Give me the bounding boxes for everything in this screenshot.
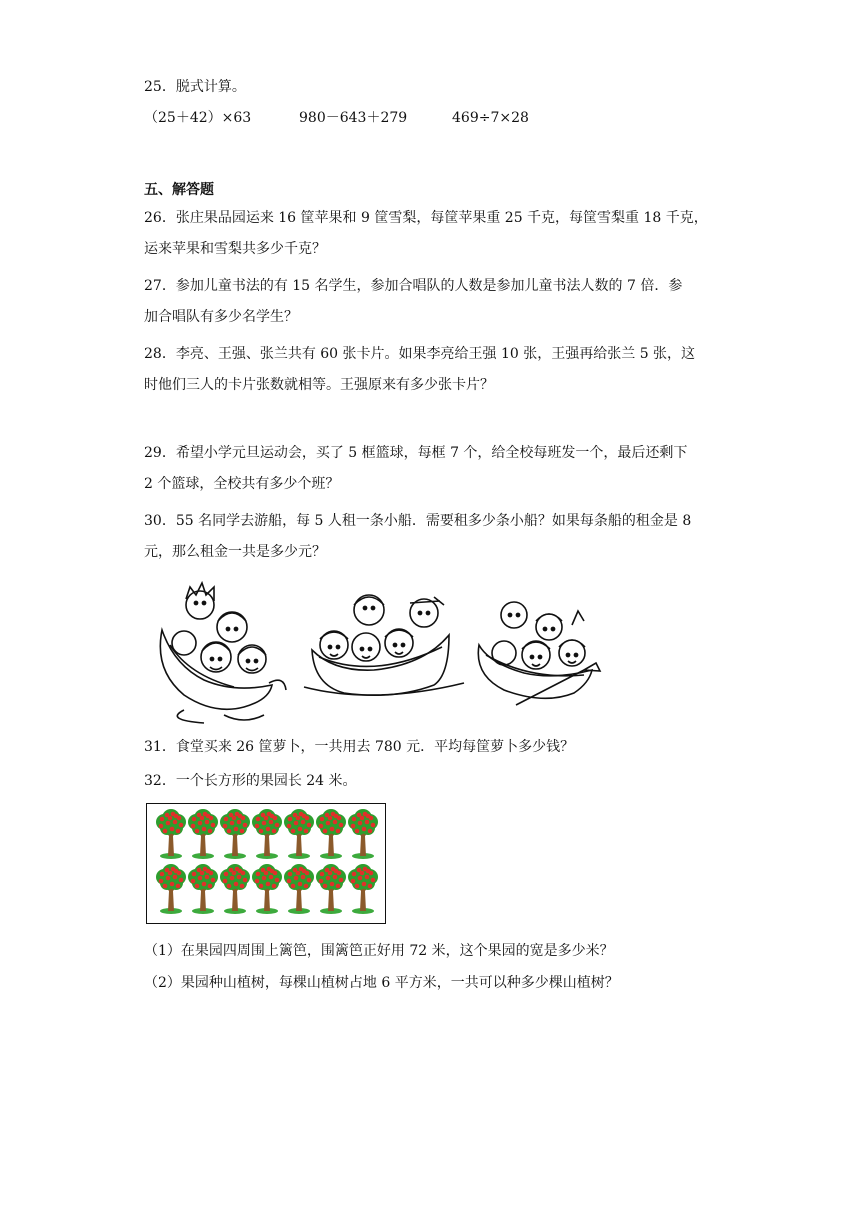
question-27-line-2: 加合唱队有多少名学生？ xyxy=(144,309,298,325)
children-in-boats-illustration xyxy=(144,575,604,725)
question-28-line-2: 时他们三人的卡片张数就相等。王强原来有多少张卡片？ xyxy=(144,377,494,393)
apple-tree-icon xyxy=(188,809,218,859)
question-27-line-1: 27．参加儿童书法的有 15 名学生，参加合唱队的人数是参加儿童书法人数的 7 倍．参 xyxy=(144,278,683,294)
question-26-line-2: 运来苹果和雪梨共多少千克？ xyxy=(144,241,326,257)
question-32-sub-1: （1）在果园四周围上篱笆，围篱笆正好用 72 米，这个果园的宽是多少米？ xyxy=(144,943,614,959)
question-29-line-2: 2 个篮球，全校共有多少个班？ xyxy=(144,476,340,492)
question-30-line-2: 元，那么租金一共是多少元？ xyxy=(144,544,326,560)
question-32-title: 32．一个长方形的果园长 24 米。 xyxy=(144,773,357,789)
orchard-illustration xyxy=(146,803,386,924)
boat-1 xyxy=(160,583,286,723)
apple-tree-icon xyxy=(316,809,346,859)
question-30-line-1: 30．55 名同学去游船，每 5 人租一条小船．需要租多少条小船？如果每条船的租金是 8 xyxy=(144,513,692,529)
question-29-line-1: 29．希望小学元旦运动会，买了 5 框篮球，每框 7 个，给全校每班发一个，最后还剩下 xyxy=(144,445,688,461)
apple-tree-icon xyxy=(284,809,314,859)
apple-tree-icon xyxy=(252,809,282,859)
question-32-sub-2: （2）果园种山植树，每棵山植树占地 6 平方米，一共可以种多少棵山植树？ xyxy=(144,975,619,991)
apple-tree-icon xyxy=(284,864,314,914)
apple-tree-icon xyxy=(252,864,282,914)
expression-2: 980－643＋279 xyxy=(299,110,408,126)
apple-tree-grid-icon xyxy=(147,804,384,922)
apple-tree-icon xyxy=(220,864,250,914)
apple-tree-icon xyxy=(220,809,250,859)
question-31: 31．食堂买来 26 筐萝卜，一共用去 780 元．平均每筐萝卜多少钱？ xyxy=(144,739,575,755)
section-heading: 五、解答题 xyxy=(144,182,214,198)
apple-tree-icon xyxy=(316,864,346,914)
boat-3 xyxy=(478,602,600,705)
question-28-line-1: 28．李亮、王强、张兰共有 60 张卡片。如果李亮给王强 10 张，王强再给张兰 5 张，这 xyxy=(144,346,696,362)
apple-tree-icon xyxy=(348,864,378,914)
apple-tree-icon xyxy=(156,864,186,914)
apple-tree-icon xyxy=(156,809,186,859)
boat-2 xyxy=(304,595,464,695)
question-25-title: 25．脱式计算。 xyxy=(144,79,246,95)
expression-3: 469÷7×28 xyxy=(452,110,529,126)
apple-tree-icon xyxy=(188,864,218,914)
question-26-line-1: 26．张庄果品园运来 16 筐苹果和 9 筐雪梨，每筐苹果重 25 千克，每筐雪梨重 18 千克， xyxy=(144,210,708,226)
expression-1: （25＋42）×63 xyxy=(144,110,252,126)
apple-tree-icon xyxy=(348,809,378,859)
